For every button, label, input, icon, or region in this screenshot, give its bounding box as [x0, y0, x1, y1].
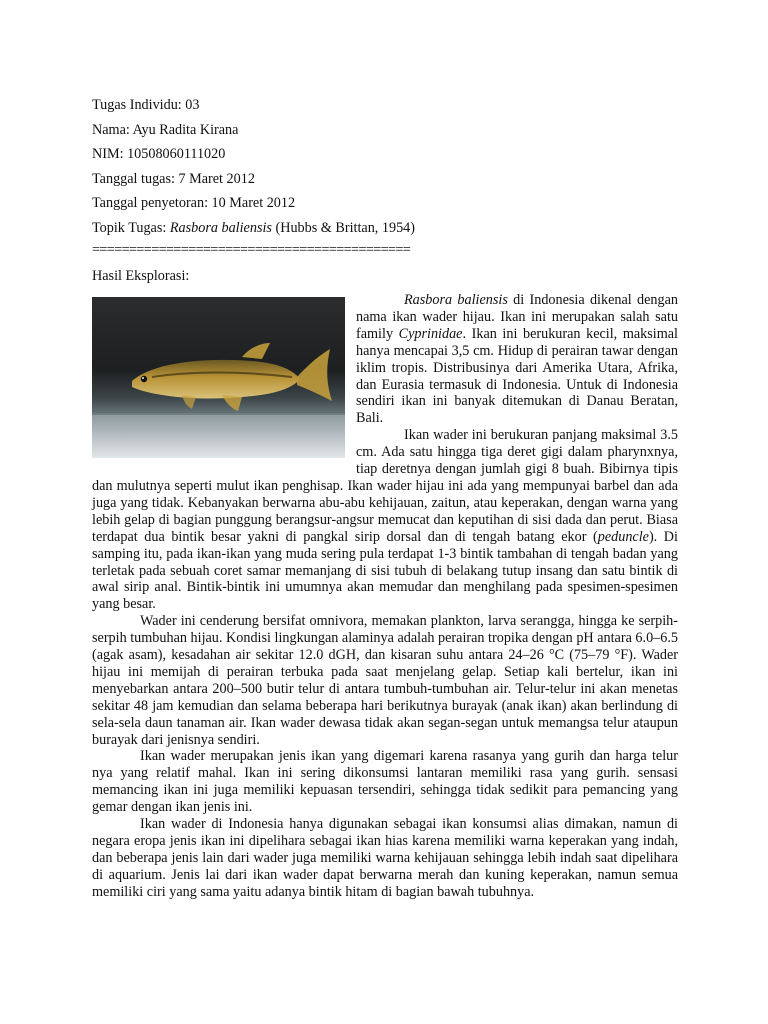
p2-term: peduncle — [597, 528, 649, 545]
task-date-line: Tanggal tugas: 7 Maret 2012 — [92, 170, 255, 187]
body-text — [92, 292, 678, 901]
assignment-line: Tugas Individu: 03 — [92, 97, 200, 113]
topic-line — [92, 216, 678, 241]
separator-line: =========================================== — [92, 242, 411, 258]
submit-date-line: Tanggal penyetoran: 10 Maret 2012 — [92, 195, 296, 211]
p2-text-b: ). Di samping itu, pada ikan-ikan yang muda sering pula terdapat 1-3 bintik tambahan di tengah badan yang terletak pada sebuah coret samar memanjang di sisi tubuh di belakang tutup insang dan satu bintik di awal sirip anal. Bintik-bintik ini umumnya akan memudar dan menghilang pada spesimen-spesimen yang besar. — [92, 528, 678, 613]
p1-family: Cyprinidae — [398, 325, 463, 342]
topic-suffix: (Hubbs & Brittan, 1954) — [271, 219, 415, 236]
fish-illustration — [92, 297, 345, 458]
p2-text-a: Ikan wader ini berukuran panjang maksimal 3.5 cm. Ada satu hingga tiga deret gigi dalam pharynxnya, tiap deretnya dengan jumlah gigi 8 buah. Bibirnya tipis dan mulutnya seperti mulut ikan penghisap. Ikan wader hijau ini ada yang mempunyai barbel dan ada juga yang tidak. Kebanyakan berwarna abu-abu kehijauan, zaitun, atau keperakan, dengan warna yang lebih gelap di bagian punggung berangsur-angsur memucat dan keputihan di sisi dada dan perut. Biasa terdapat dua bintik besar yakni di pangkal sirip dorsal dan di tengah batang ekor ( — [92, 427, 678, 545]
topic-prefix: Topik Tugas: — [92, 219, 170, 236]
document-page — [92, 93, 678, 901]
name-line: Nama: Ayu Radita Kirana — [92, 121, 239, 138]
p1-text-b: . Ikan ini berukuran kecil, maksimal hanya mencapai 3,5 cm. Hidup di perairan tawar dengan iklim tropis. Distribusinya dari Amerika Utara, Afrika, dan Eurasia termasuk di Indonesia. Untuk di Indonesia sendiri ikan ini banyak ditemukan di Danau Beratan, Bali. — [356, 325, 678, 427]
paragraph-5: Ikan wader di Indonesia hanya digunakan sebagai ikan konsumsi alias dimakan, namun di negara eropa jenis ikan ini dipelihara sebagai ikan hias karena memiliki warna keperakan yang indah, dan beberapa jenis lain dari wader juga memiliki warna kehijauan sehingga lebih indah saat dipelihara di aquarium. Jenis lai dari ikan wader dapat berwarna merah dan kuning keperakan, namun semua memiliki ciri yang sama yaitu adanya bintik hitam di bagian bawah tubuhnya. — [92, 816, 678, 900]
p1-text-a: di Indonesia dikenal dengan nama ikan wader hijau. Ikan ini merupakan salah satu family — [356, 292, 679, 342]
nim-line: NIM: 10508060111020 — [92, 146, 226, 162]
fish-photo — [92, 297, 345, 458]
topic-species: Rasbora baliensis — [169, 219, 272, 236]
paragraph-4: Ikan wader merupakan jenis ikan yang digemari karena rasanya yang gurih dan harga telur nya yang relatif mahal. Ikan ini sering dikonsumsi lantaran memiliki rasa yang gurih. sensasi memancing ikan ini juga memiliki kepuasan tersendiri, sehingga tidak sedikit para pemancing yang gemar dengan ikan jenis ini. — [92, 748, 678, 816]
paragraph-3: Wader ini cenderung bersifat omnivora, memakan plankton, larva serangga, hingga ke serpih-serpih tumbuhan hijau. Kondisi lingkungan alaminya adalah perairan tropika dengan pH antara 6.0–6.5 (agak asam), kesadahan air sekitar 12.0 dGH, dan kisaran suhu antara 24–26 °C (75–79 °F). Wader hijau ini memijah di perairan terbuka pada saat menjelang gelap. Setiap kali bertelur, ikan ini menyebarkan antara 200–500 butir telur di antara tumbuh-tumbuhan air. Telur-telur ini akan menetas sekitar 48 jam kemudian dan selama beberapa hari berikutnya burayak (anak ikan) akan berlindung di sela-sela daun tanaman air. Ikan wader dewasa tidak akan segan-segan untuk memangsa telur ataupun burayak dari jenisnya sendiri. — [92, 613, 678, 748]
p1-species: Rasbora baliensis — [404, 292, 508, 308]
section-title: Hasil Eksplorasi: — [92, 268, 190, 284]
